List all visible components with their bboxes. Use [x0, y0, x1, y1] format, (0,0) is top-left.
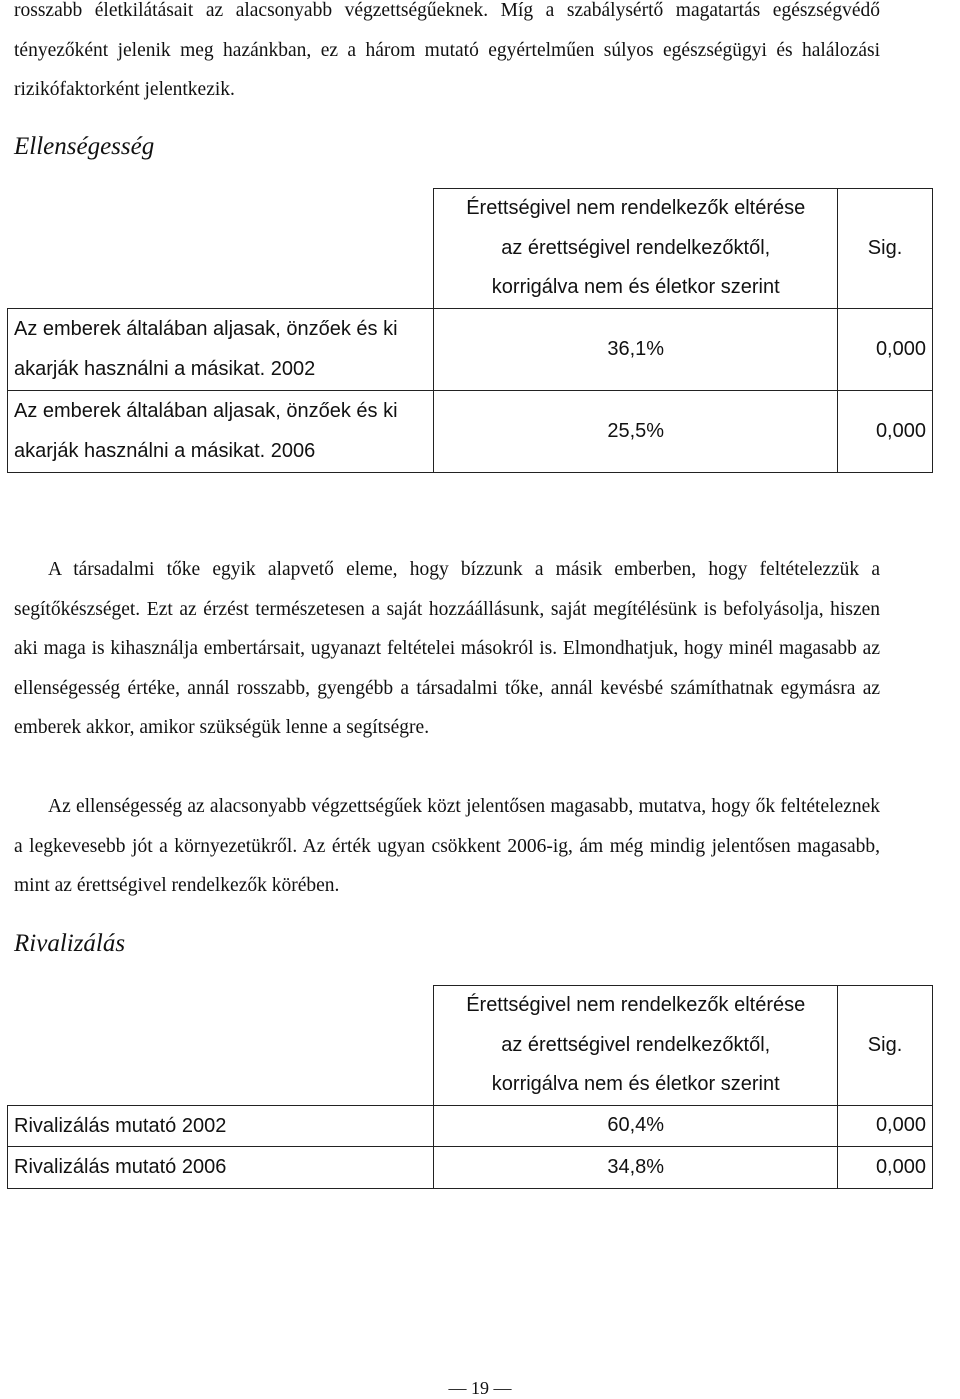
row-label: Rivalizálás mutató 2002 — [8, 1105, 434, 1147]
row-sig: 0,000 — [838, 308, 933, 390]
table-row — [8, 308, 933, 390]
intro-paragraph: rosszabb életkilátásait az alacsonyabb végzettségűeknek. Míg a szabálysértő magatartás egészségvédő tényezőként jelenik meg hazánkban, ez a három mutató egyértelműen súlyos egészségügyi és halálozási rizikófaktorként jelentkezik. — [14, 0, 880, 100]
row-value: 34,8% — [434, 1147, 838, 1189]
table-header-row — [8, 189, 933, 309]
hostility-table — [7, 188, 933, 473]
row-sig: 0,000 — [838, 390, 933, 472]
table-row — [8, 1105, 933, 1147]
row-label: Az emberek általában aljasak, önzőek és ki akarják használni a másikat. 2006 — [8, 390, 434, 472]
row-label: Rivalizálás mutató 2006 — [8, 1147, 434, 1189]
row-sig: 0,000 — [838, 1147, 933, 1189]
empty-header-cell — [8, 189, 434, 309]
section-heading-rivalizalas: Rivalizálás — [14, 930, 126, 957]
difference-header: Érettségivel nem rendelkezők eltérése az érettségivel rendelkezőktől, korrigálva nem és életkor szerint — [434, 986, 838, 1106]
body-paragraph-2: Az ellenségesség az alacsonyabb végzettségűek közt jelentősen magasabb, mutatva, hogy ők feltételeznek a legkevesebb jót a környezetükről. Az érték ugyan csökkent 2006-ig, ám még mindig jelentősen magasabb, mint az érettségivel rendelkezők körében. — [14, 796, 880, 896]
sig-header: Sig. — [838, 986, 933, 1106]
difference-header: Érettségivel nem rendelkezők eltérése az érettségivel rendelkezőktől, korrigálva nem és életkor szerint — [434, 189, 838, 309]
row-sig: 0,000 — [838, 1105, 933, 1147]
section-heading-ellensegesseg: Ellenségesség — [14, 133, 155, 160]
body-paragraph-1: A társadalmi tőke egyik alapvető eleme, hogy bízzunk a másik emberben, hogy feltételezzük a segítőkészséget. Ezt az érzést természetesen a saját hozzáállásunk, saját megítélésünk is befolyásolja, hiszen aki maga is kihasználja embertársait, ugyanazt feltételei másokról is. Elmondhatjuk, hogy minél magasabb az ellenségesség értéke, annál rosszabb, gyengébb a társadalmi tőke, annál kevésbé számíthatnak egymásra az emberek akkor, amikor szükségük lenne a segítségre. — [14, 559, 880, 738]
table-row — [8, 1147, 933, 1189]
sig-header: Sig. — [838, 189, 933, 309]
row-value: 60,4% — [434, 1105, 838, 1147]
rivalry-table — [7, 985, 933, 1189]
page-number: — 19 — — [448, 1378, 512, 1398]
empty-header-cell — [8, 986, 434, 1106]
row-value: 25,5% — [434, 390, 838, 472]
row-value: 36,1% — [434, 308, 838, 390]
table-header-row — [8, 986, 933, 1106]
row-label: Az emberek általában aljasak, önzőek és ki akarják használni a másikat. 2002 — [8, 308, 434, 390]
table-row — [8, 390, 933, 472]
